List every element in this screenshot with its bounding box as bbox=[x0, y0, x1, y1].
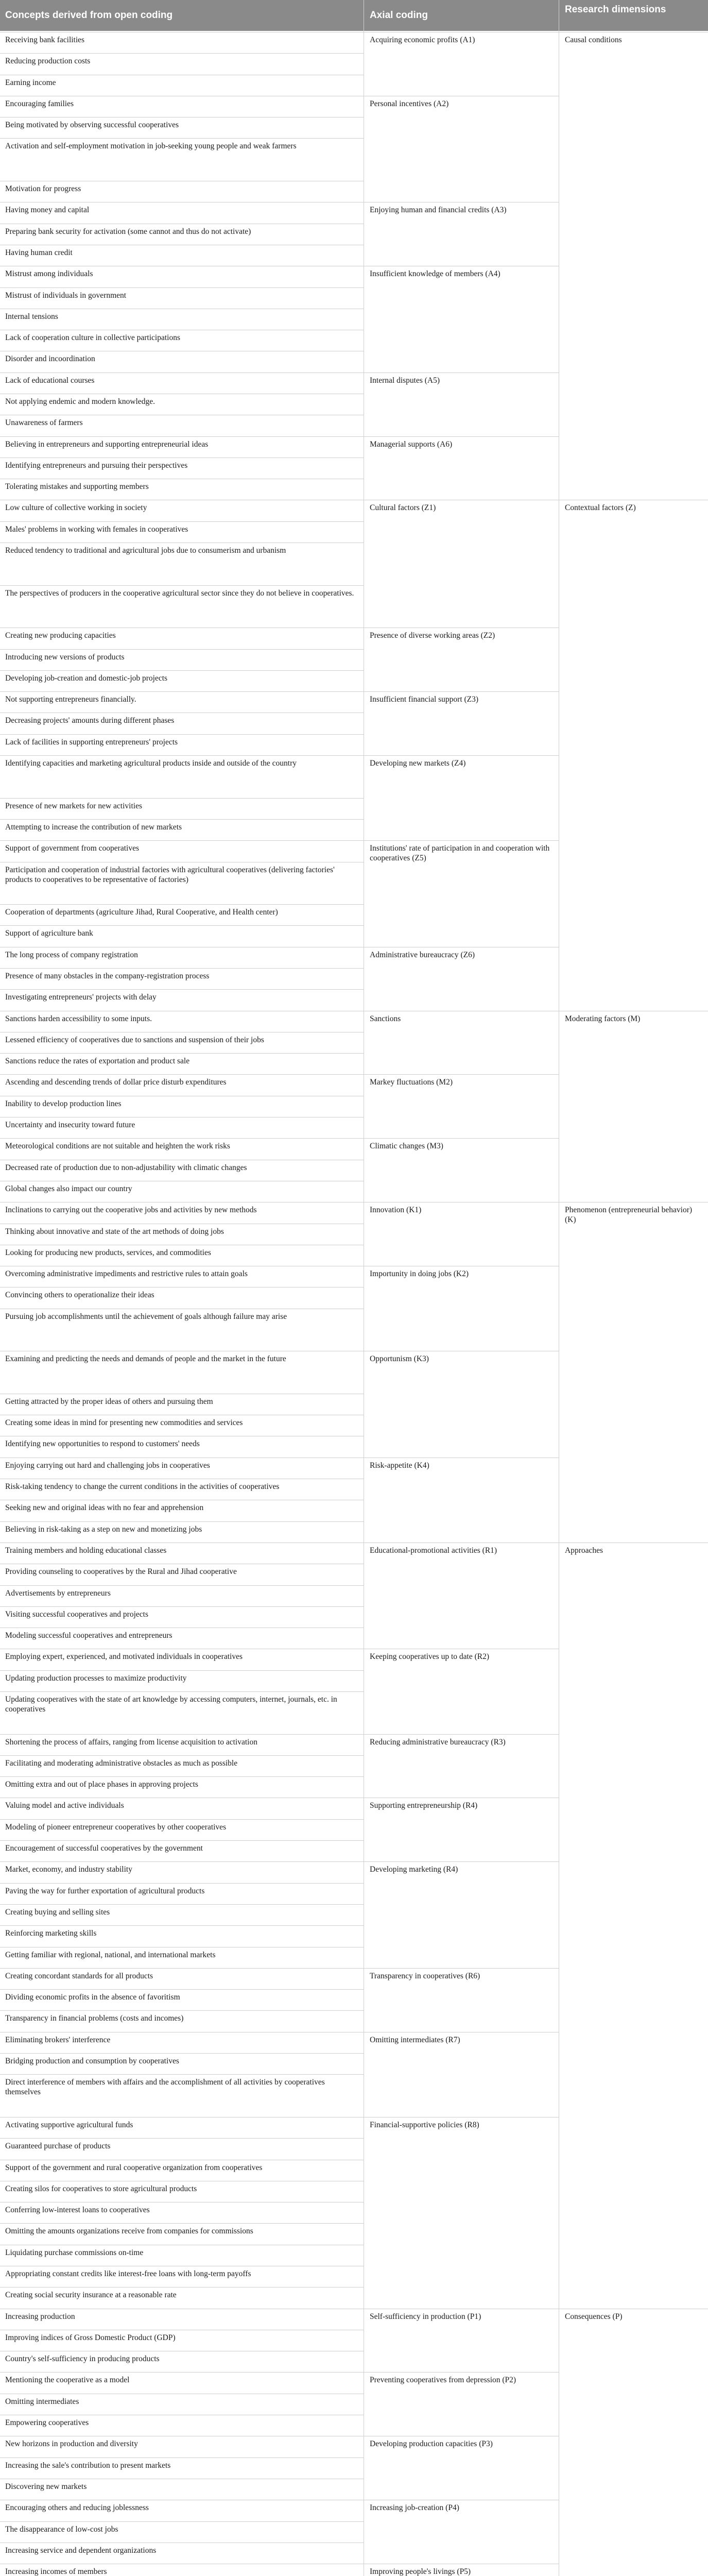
concept-cell: Omitting intermediates bbox=[5, 2397, 79, 2406]
concept-cell: Having money and capital bbox=[5, 206, 90, 215]
row-divider bbox=[0, 734, 364, 735]
concept-cell: Preparing bank security for activation (some cannot and thus do not activate) bbox=[5, 227, 251, 236]
row-divider bbox=[0, 2010, 364, 2011]
axial-cell: Improving people's livings (P5) bbox=[370, 2567, 471, 2576]
row-divider bbox=[0, 1861, 559, 1862]
axial-cell: Transparency in cooperatives (R6) bbox=[370, 1971, 480, 1980]
concept-cell: Motivation for progress bbox=[5, 184, 81, 194]
concept-cell: Employing expert, experienced, and motivated individuals in cooperatives bbox=[5, 1652, 243, 1662]
axial-cell: Self-sufficiency in production (P1) bbox=[370, 2312, 481, 2321]
row-divider bbox=[0, 968, 364, 969]
concept-cell: Creating buying and selling sites bbox=[5, 1907, 110, 1917]
concept-cell: Improving indices of Gross Domestic Product (GDP) bbox=[5, 2333, 176, 2342]
concept-cell: Lack of facilities in supporting entrepreneurs' projects bbox=[5, 737, 178, 747]
concept-cell: Omitting the amounts organizations receive from companies for commissions bbox=[5, 2227, 253, 2236]
concept-cell: Transparency in financial problems (costs and incomes) bbox=[5, 2014, 184, 2023]
concept-cell: Tolerating mistakes and supporting members bbox=[5, 482, 149, 492]
axial-cell: Acquiring economic profits (A1) bbox=[370, 36, 475, 44]
row-divider bbox=[0, 1670, 364, 1671]
axial-cell: Internal disputes (A5) bbox=[370, 376, 440, 385]
concept-cell: Direct interference of members with affairs and the accomplishment of all activities by cooperatives themselves bbox=[5, 2078, 325, 2097]
concept-cell: Activation and self-employment motivation in job-seeking young people and weak farmers bbox=[5, 142, 297, 151]
row-divider bbox=[0, 585, 364, 586]
concept-cell: Creating concordant standards for all products bbox=[5, 1971, 153, 1980]
axial-cell: Institutions' rate of participation in and cooperation with cooperatives (Z5) bbox=[370, 844, 550, 863]
concept-cell: Reducing production costs bbox=[5, 57, 91, 66]
concept-cell: Shortening the process of affairs, ranging from license acquisition to activation bbox=[5, 1737, 257, 1747]
axial-cell: Financial-supportive policies (R8) bbox=[370, 2120, 479, 2129]
concept-cell: Having human credit bbox=[5, 248, 73, 257]
concept-cell: Low culture of collective working in society bbox=[5, 503, 147, 513]
concept-cell: Facilitating and moderating administrative obstacles as much as possible bbox=[5, 1758, 238, 1768]
axial-cell: Risk-appetite (K4) bbox=[370, 1461, 429, 1470]
concept-cell: Visiting successful cooperatives and projects bbox=[5, 1609, 148, 1619]
axial-cell: Importunity in doing jobs (K2) bbox=[370, 1269, 469, 1279]
row-divider bbox=[0, 670, 364, 671]
concept-cell: Eliminating brokers' interference bbox=[5, 2035, 111, 2044]
axial-cell: Administrative bureaucracy (Z6) bbox=[370, 950, 475, 959]
concept-cell: Dividing economic profits in the absence of favoritism bbox=[5, 1993, 180, 2002]
row-divider bbox=[0, 904, 364, 905]
concept-cell: Guaranteed purchase of products bbox=[5, 2142, 111, 2151]
concept-cell: Identifying new opportunities to respond to customers' needs bbox=[5, 1439, 200, 1449]
axial-cell: Keeping cooperatives up to date (R2) bbox=[370, 1652, 489, 1662]
row-divider bbox=[0, 1840, 364, 1841]
concept-cell: Support of government from cooperatives bbox=[5, 844, 139, 853]
axial-cell: Developing production capacities (P3) bbox=[370, 2439, 493, 2449]
row-divider bbox=[0, 521, 364, 522]
concept-cell: Believing in entrepreneurs and supporting entrepreneurial ideas bbox=[5, 439, 209, 449]
concept-cell: Modeling successful cooperatives and entrepreneurs bbox=[5, 1631, 172, 1640]
row-divider bbox=[0, 2053, 364, 2054]
row-divider bbox=[0, 925, 364, 926]
concept-cell: Creating some ideas in mind for presenting new commodities and services bbox=[5, 1418, 243, 1428]
concept-cell: Getting attracted by the proper ideas of others and pursuing them bbox=[5, 1397, 213, 1406]
concept-cell: The long process of company registration bbox=[5, 950, 138, 959]
row-divider bbox=[0, 989, 364, 990]
axial-cell: Preventing cooperatives from depression (P2) bbox=[370, 2376, 516, 2385]
axial-cell: Presence of diverse working areas (Z2) bbox=[370, 631, 495, 640]
concept-cell: Discovering new markets bbox=[5, 2482, 87, 2491]
concept-cell: Earning income bbox=[5, 78, 56, 87]
concept-cell: Participation and cooperation of industrial factories with agricultural cooperatives (delivering factories' products to cooperatives to be representative of factories) bbox=[5, 865, 335, 884]
concept-cell: Updating cooperatives with the state of art knowledge by accessing computers, internet, journals, etc. in cooperatives bbox=[5, 1695, 337, 1714]
row-divider bbox=[0, 1755, 364, 1756]
concept-cell: Cooperation of departments (agriculture Jihad, Rural Cooperative, and Health center) bbox=[5, 908, 278, 917]
row-divider bbox=[0, 649, 364, 650]
row-divider bbox=[0, 798, 364, 799]
row-divider bbox=[0, 840, 559, 841]
concept-cell: Activating supportive agricultural funds bbox=[5, 2120, 133, 2129]
concept-cell: Not applying endemic and modern knowledge. bbox=[5, 397, 155, 406]
dimension-cell: Consequences (P) bbox=[565, 2312, 623, 2321]
concept-cell: Receiving bank facilities bbox=[5, 36, 85, 44]
concept-cell: Inability to develop production lines bbox=[5, 1099, 122, 1108]
concept-cell: Sanctions reduce the rates of exportation and product sale bbox=[5, 1057, 190, 1066]
concept-cell: Presence of new markets for new activities bbox=[5, 801, 142, 810]
row-divider bbox=[0, 1776, 364, 1777]
concept-cell: Appropriating constant credits like interest-free loans with long-term payoffs bbox=[5, 2269, 251, 2278]
concept-cell: Empowering cooperatives bbox=[5, 2418, 89, 2428]
concept-cell: Encouraging others and reducing joblessness bbox=[5, 2503, 149, 2513]
concept-cell: Enjoying carrying out hard and challenging jobs in cooperatives bbox=[5, 1461, 210, 1470]
row-divider bbox=[0, 287, 364, 288]
row-divider bbox=[0, 1819, 364, 1820]
axial-cell: Increasing job-creation (P4) bbox=[370, 2503, 459, 2513]
concept-cell: Bridging production and consumption by cooperatives bbox=[5, 2057, 179, 2066]
row-divider bbox=[0, 1606, 364, 1607]
concept-cell: Increasing production bbox=[5, 2312, 75, 2321]
axial-cell: Personal incentives (A2) bbox=[370, 99, 449, 108]
concept-cell: Updating production processes to maximize productivity bbox=[5, 1673, 187, 1683]
row-divider bbox=[0, 2074, 364, 2075]
concept-cell: Creating new producing capacities bbox=[5, 631, 116, 640]
dimension-cell: Contextual factors (Z) bbox=[565, 503, 636, 513]
axial-cell: Climatic changes (M3) bbox=[370, 1142, 443, 1151]
dimension-cell: Approaches bbox=[565, 1546, 603, 1555]
concept-cell: Encouragement of successful cooperatives by the government bbox=[5, 1844, 203, 1853]
row-divider bbox=[0, 457, 364, 458]
concept-cell: Inclinations to carrying out the cooperative jobs and activities by new methods bbox=[5, 1206, 257, 1215]
concept-cell: Lessened efficiency of cooperatives due to sanctions and suspension of their jobs bbox=[5, 1035, 264, 1044]
concept-cell: Advertisements by entrepreneurs bbox=[5, 1588, 111, 1598]
header-dimensions: Research dimensions bbox=[565, 4, 666, 15]
concept-cell: Global changes also impact our country bbox=[5, 1184, 132, 1193]
row-divider bbox=[0, 1968, 559, 1969]
concept-cell: Identifying entrepreneurs and pursuing their perspectives bbox=[5, 461, 188, 470]
concept-cell: Omitting extra and out of place phases in approving projects bbox=[5, 1780, 198, 1789]
axial-cell: Developing new markets (Z4) bbox=[370, 759, 466, 768]
concept-cell: Being motivated by observing successful cooperatives bbox=[5, 121, 179, 130]
axial-cell: Supporting entrepreneurship (R4) bbox=[370, 1801, 478, 1810]
concept-cell: The disappearance of low-cost jobs bbox=[5, 2524, 118, 2534]
axial-cell: Educational-promotional activities (R1) bbox=[370, 1546, 497, 1555]
row-divider bbox=[0, 1883, 364, 1884]
row-divider bbox=[0, 1734, 559, 1735]
concept-cell: Seeking new and original ideas with no fear and apprehension bbox=[5, 1503, 204, 1513]
header-concepts: Concepts derived from open coding bbox=[5, 10, 173, 21]
row-divider bbox=[0, 138, 364, 139]
row-divider bbox=[0, 1053, 364, 1054]
dimension-cell: Phenomenon (entrepreneurial behavior) (K) bbox=[565, 1206, 693, 1225]
concept-cell: Support of the government and rural cooperative organization from cooperatives bbox=[5, 2163, 263, 2172]
row-divider bbox=[0, 1904, 364, 1905]
concept-cell: Encouraging families bbox=[5, 99, 74, 108]
axial-cell: Insufficient knowledge of members (A4) bbox=[370, 269, 500, 279]
concept-cell: Presence of many obstacles in the company-registration process bbox=[5, 971, 210, 980]
axial-cell: Opportunism (K3) bbox=[370, 1354, 429, 1364]
concept-cell: Males' problems in working with females in cooperatives bbox=[5, 524, 188, 534]
concept-cell: Support of agriculture bank bbox=[5, 929, 93, 938]
concept-cell: Mistrust of individuals in government bbox=[5, 291, 127, 300]
concept-cell: Introducing new versions of products bbox=[5, 652, 125, 662]
concept-cell: Lack of educational courses bbox=[5, 376, 95, 385]
concept-cell: Overcoming administrative impediments and restrictive rules to attain goals bbox=[5, 1269, 248, 1279]
dimension-cell: Moderating factors (M) bbox=[565, 1014, 641, 1023]
concept-cell: Reduced tendency to traditional and agricultural jobs due to consumerism and urbanism bbox=[5, 546, 286, 555]
row-divider bbox=[0, 2521, 364, 2522]
axial-cell: Omitting intermediates (R7) bbox=[370, 2035, 460, 2044]
concept-cell: Paving the way for further exportation of agricultural products bbox=[5, 1886, 205, 1895]
row-divider bbox=[0, 1989, 364, 1990]
concept-cell: Attempting to increase the contribution of new markets bbox=[5, 822, 182, 832]
header-axial: Axial coding bbox=[370, 10, 428, 21]
concept-cell: Providing counseling to cooperatives by the Rural and Jihad cooperative bbox=[5, 1567, 237, 1577]
row-divider bbox=[0, 1521, 364, 1522]
concept-cell: Not supporting entrepreneurs financially. bbox=[5, 695, 136, 704]
concept-cell: Ascending and descending trends of dollar price disturb expenditures bbox=[5, 1078, 227, 1087]
concept-cell: Identifying capacities and marketing agricultural products inside and outside of the country bbox=[5, 759, 297, 768]
row-divider bbox=[0, 2223, 364, 2224]
row-divider bbox=[0, 1138, 559, 1139]
concept-cell: Market, economy, and industry stability bbox=[5, 1865, 132, 1874]
concept-cell: Increasing incomes of members bbox=[5, 2567, 107, 2576]
concept-cell: Examining and predicting the needs and demands of people and the market in the future bbox=[5, 1354, 286, 1364]
concept-cell: Internal tensions bbox=[5, 312, 58, 321]
row-divider bbox=[0, 691, 559, 692]
concept-cell: Risk-taking tendency to change the current conditions in the activities of cooperatives bbox=[5, 1482, 280, 1492]
row-divider bbox=[0, 819, 364, 820]
concept-cell: Decreased rate of production due to non-adjustability with climatic changes bbox=[5, 1163, 247, 1172]
concept-cell: Investigating entrepreneurs' projects with delay bbox=[5, 993, 157, 1002]
concept-cell: Developing job-creation and domestic-job projects bbox=[5, 673, 168, 683]
concept-cell: Liquidating purchase commissions on-time bbox=[5, 2248, 144, 2257]
concept-cell: Getting familiar with regional, national, and international markets bbox=[5, 1950, 216, 1959]
row-divider bbox=[0, 53, 364, 54]
row-divider bbox=[0, 1074, 559, 1075]
concept-cell: Conferring low-interest loans to cooperatives bbox=[5, 2206, 150, 2215]
row-divider bbox=[0, 1925, 364, 1926]
concept-cell: Increasing service and dependent organizations bbox=[5, 2546, 157, 2555]
axial-cell: Innovation (K1) bbox=[370, 1206, 422, 1215]
concept-cell: Convincing others to operationalize their ideas bbox=[5, 1291, 154, 1300]
row-divider bbox=[0, 1585, 364, 1586]
concept-cell: Valuing model and active individuals bbox=[5, 1801, 124, 1810]
concept-cell: Creating social security insurance at a reasonable rate bbox=[5, 2291, 177, 2300]
concept-cell: Believing in risk-taking as a step on new and monetizing jobs bbox=[5, 1524, 202, 1534]
row-divider bbox=[0, 436, 559, 437]
row-divider bbox=[0, 2138, 364, 2139]
concept-cell: The perspectives of producers in the cooperative agricultural sector since they do not believe in cooperatives. bbox=[5, 588, 354, 598]
row-divider bbox=[0, 755, 559, 756]
axial-cell: Sanctions bbox=[370, 1014, 401, 1023]
concept-cell: Mistrust among individuals bbox=[5, 269, 93, 279]
concept-cell: Increasing the sale's contribution to present markets bbox=[5, 2461, 171, 2470]
concept-cell: Decreasing projects' amounts during different phases bbox=[5, 716, 175, 725]
axial-cell: Managerial supports (A6) bbox=[370, 439, 453, 449]
concept-cell: Sanctions harden accessibility to some inputs. bbox=[5, 1014, 152, 1023]
concept-cell: Country's self-sufficiency in producing products bbox=[5, 2354, 160, 2364]
row-divider bbox=[0, 372, 559, 373]
concept-cell: Pursuing job accomplishments until the achievement of goals although failure may arise bbox=[5, 1312, 287, 1321]
concept-cell: Modeling of pioneer entrepreneur cooperatives by other cooperatives bbox=[5, 1822, 227, 1832]
concept-cell: New horizons in production and diversity bbox=[5, 2439, 138, 2449]
concept-cell: Training members and holding educational classes bbox=[5, 1546, 167, 1555]
concept-cell: Lack of cooperation culture in collective participations bbox=[5, 333, 181, 343]
concept-cell: Creating silos for cooperatives to store agricultural products bbox=[5, 2184, 197, 2193]
axial-cell: Developing marketing (R4) bbox=[370, 1865, 458, 1874]
axial-cell: Insufficient financial support (Z3) bbox=[370, 695, 479, 704]
concept-cell: Disorder and incoordination bbox=[5, 354, 95, 364]
axial-cell: Enjoying human and financial credits (A3) bbox=[370, 206, 507, 215]
concept-cell: Unawareness of farmers bbox=[5, 418, 83, 428]
dimension-cell: Causal conditions bbox=[565, 36, 622, 44]
concept-cell: Mentioning the cooperative as a model bbox=[5, 2376, 130, 2385]
concept-cell: Reinforcing marketing skills bbox=[5, 1929, 97, 1938]
axial-cell: Cultural factors (Z1) bbox=[370, 503, 436, 513]
row-divider bbox=[0, 1691, 364, 1692]
concept-cell: Uncertainty and insecurity toward future bbox=[5, 1121, 135, 1130]
table-header bbox=[0, 0, 708, 31]
concept-cell: Meteorological conditions are not suitable and heighten the work risks bbox=[5, 1142, 230, 1151]
concept-cell: Thinking about innovative and state of the art methods of doing jobs bbox=[5, 1227, 224, 1236]
concept-cell: Looking for producing new products, services, and commodities bbox=[5, 1248, 211, 1257]
axial-cell: Markey fluctuations (M2) bbox=[370, 1078, 453, 1087]
axial-cell: Reducing administrative bureaucracy (R3) bbox=[370, 1737, 506, 1747]
